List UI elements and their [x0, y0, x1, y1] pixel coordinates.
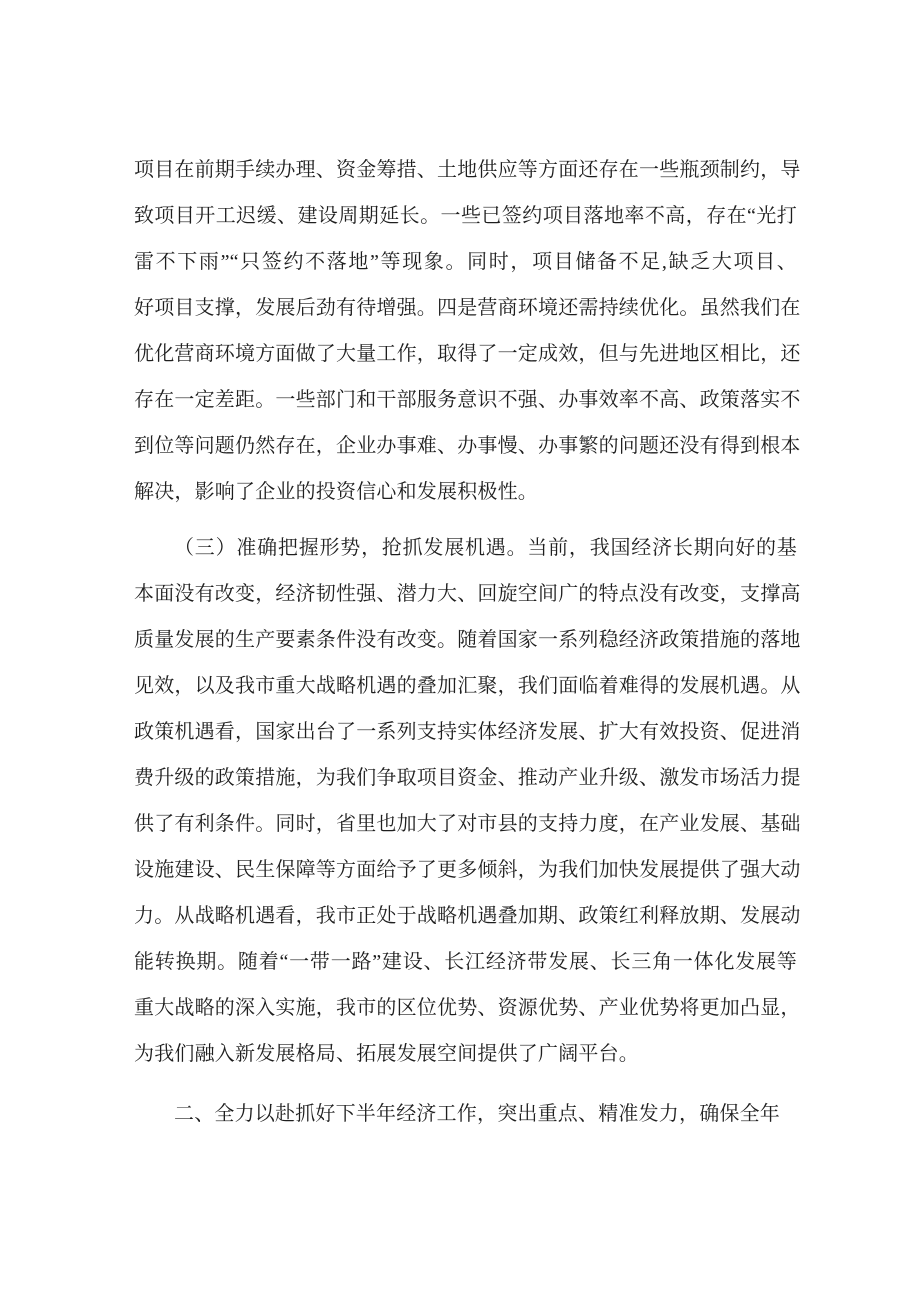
text-line: 力。从战略机遇看，我市正处于战略机遇叠加期、政策红利释放期、发展动 [134, 905, 801, 927]
text-line: 二、全力以赴抓好下半年经济工作，突出重点、精准发力，确保全年 [174, 1103, 780, 1125]
text-line: 项目在前期手续办理、资金筹措、土地供应等方面还存在一些瓶颈制约，导 [134, 159, 801, 181]
text-line: 重大战略的深入实施，我市的区位优势、资源优势、产业优势将更加凸显， [134, 997, 801, 1019]
text-line: （三）准确把握形势，抢抓发展机遇。当前，我国经济长期向好的基 [174, 537, 797, 559]
text-line: 雷不下雨”“只签约不落地”等现象。同时，项目储备不足,缺乏大项目、 [134, 251, 797, 273]
text-line: 到位等问题仍然存在，企业办事难、办事慢、办事繁的问题还没有得到根本 [134, 435, 801, 457]
text-line: 见效，以及我市重大战略机遇的叠加汇聚，我们面临着难得的发展机遇。从 [134, 675, 801, 697]
text-line: 设施建设、民生保障等方面给予了更多倾斜，为我们加快发展提供了强大动 [134, 859, 801, 881]
paragraph-continuation [134, 147, 801, 515]
text-line: 致项目开工迟缓、建设周期延长。一些已签约项目落地率不高，存在“光打 [134, 205, 797, 227]
text-line: 能转换期。随着“一带一路”建设、长江经济带发展、长三角一体化发展等 [134, 951, 797, 973]
text-line: 存在一定差距。一些部门和干部服务意识不强、办事效率不高、政策落实不 [134, 389, 801, 411]
paragraph-section-three [134, 525, 801, 1077]
text-line: 本面没有改变，经济韧性强、潜力大、回旋空间广的特点没有改变，支撑高 [134, 583, 801, 605]
text-line: 费升级的政策措施，为我们争取项目资金、推动产业升级、激发市场活力提 [134, 767, 801, 789]
text-line: 解决，影响了企业的投资信心和发展积极性。 [134, 481, 538, 503]
text-line: 政策机遇看，国家出台了一系列支持实体经济发展、扩大有效投资、促进消 [134, 721, 801, 743]
text-line: 优化营商环境方面做了大量工作，取得了一定成效，但与先进地区相比，还 [134, 343, 801, 365]
text-line: 为我们融入新发展格局、拓展发展空间提供了广阔平台。 [134, 1043, 639, 1065]
document-body-text [134, 147, 801, 1137]
text-line: 供了有利条件。同时，省里也加大了对市县的支持力度，在产业发展、基础 [134, 813, 801, 835]
paragraph-heading-section-two [134, 1091, 797, 1137]
text-line: 质量发展的生产要素条件没有改变。随着国家一系列稳经济政策措施的落地 [134, 629, 801, 651]
text-line: 好项目支撑，发展后劲有待增强。四是营商环境还需持续优化。虽然我们在 [134, 297, 801, 319]
